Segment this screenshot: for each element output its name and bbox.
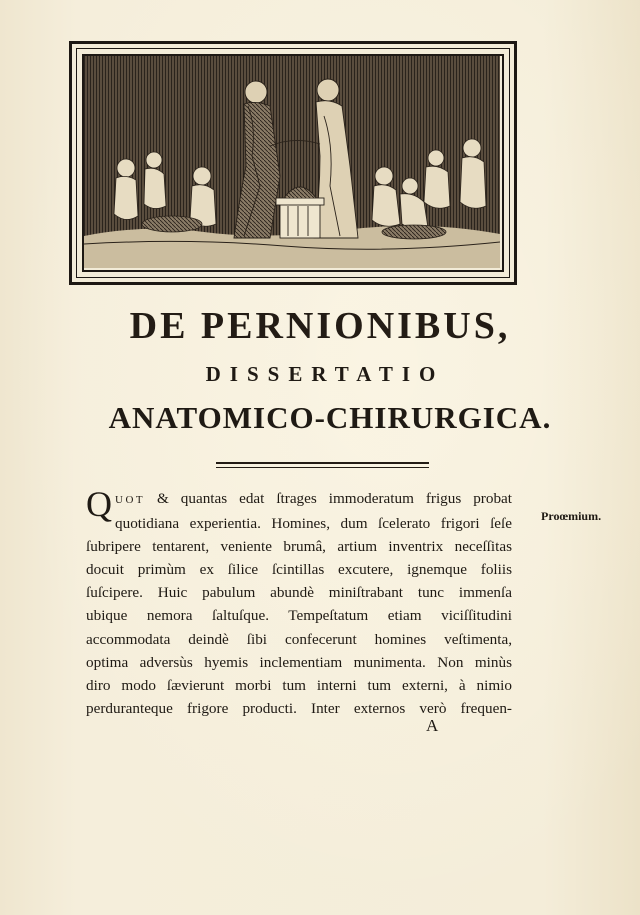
- first-word-rest: UOT: [115, 494, 146, 506]
- signature-mark: A: [426, 716, 439, 735]
- divider-rule-thick: [216, 462, 429, 464]
- body-line: accommodata deindè ſibi confecerunt homines veſtimenta,: [86, 630, 512, 648]
- page-title: DE PERNIONIBUS,: [129, 305, 511, 347]
- body-line: optima adversùs hyemis inclementiam munimenta. Non minùs: [86, 653, 512, 671]
- body-line: docuit primùm ex ſilice ſcintillas excutere, ignemque foliis: [86, 561, 512, 579]
- subtitle-anatomico-chirurgica: ANATOMICO-CHIRURGICA.: [108, 400, 552, 435]
- body-line: quotidiana experientia. Homines, dum ſcelerato frigori ſeſe: [115, 515, 512, 533]
- drop-initial: Q: [86, 484, 112, 524]
- body-line: ſuſcipere. Huic pabulum abundè miniſtrabant tunc immenſa: [86, 584, 512, 602]
- body-line: ſubripere tentarent, veniente brumâ, artium inventrix neceſſitas: [86, 538, 512, 556]
- subtitle-dissertatio: DISSERTATIO: [205, 362, 445, 386]
- body-line: perduranteque frigore producti. Inter externos verò frequen-: [86, 699, 512, 717]
- body-line: QUOT & quantas edat ſtrages immoderatum frigus probat: [86, 484, 513, 524]
- body-line: diro modo ſævierunt morbi tum interni tum externi, à nimio: [86, 676, 512, 694]
- marginal-note: Proœmium.: [541, 509, 602, 523]
- engraved-headpiece: [69, 41, 517, 285]
- classical-scene-illustration: [84, 56, 500, 268]
- body-line: ubique nemora ſaltuſque. Tempeſtatum etiam viciſſitudini: [86, 607, 512, 625]
- body-paragraph: [86, 484, 513, 720]
- divider-rule-thin: [216, 467, 429, 468]
